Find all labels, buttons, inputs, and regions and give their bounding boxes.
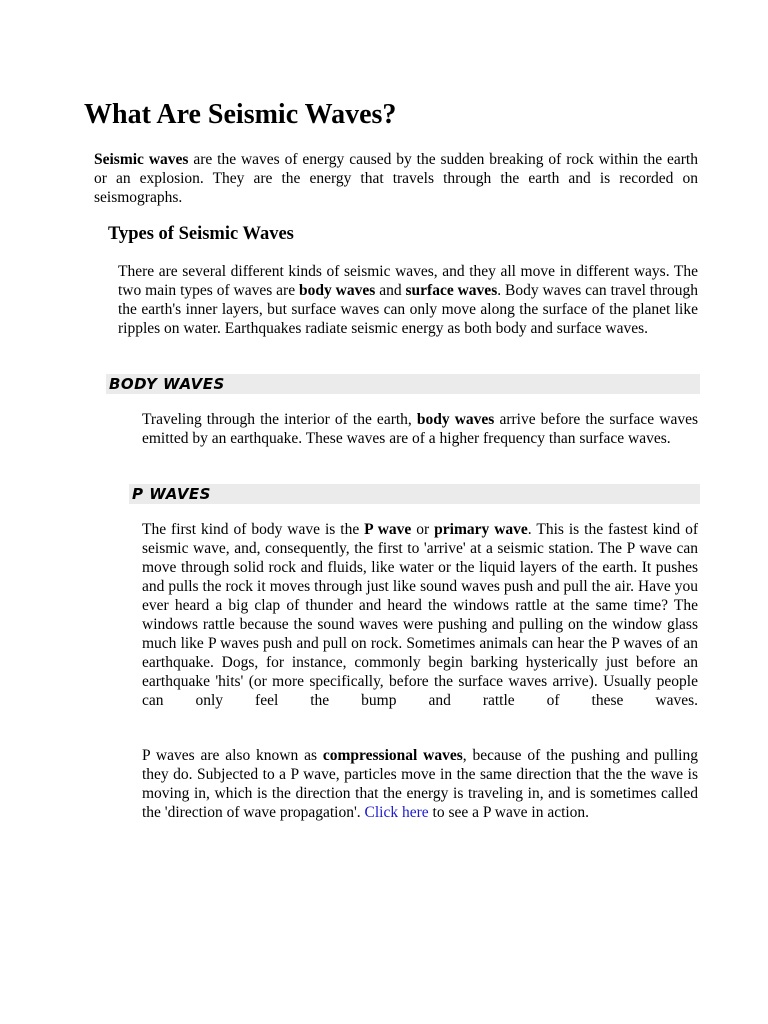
- p-waves-2-bold-compressional: compressional waves: [322, 747, 463, 764]
- types-bold-body-waves: body waves: [299, 282, 376, 299]
- types-text-1: There are several different kinds of seismic waves, and they all move in different ways. The two main types of waves are: [118, 263, 698, 299]
- intro-paragraph: [94, 150, 698, 207]
- types-paragraph: [118, 262, 698, 338]
- p-waves-2-text-3: to see a P wave in action.: [428, 804, 590, 821]
- intro-term: Seismic waves: [94, 151, 189, 168]
- click-here-link[interactable]: Click here: [364, 804, 429, 821]
- types-heading: Types of Seismic Waves: [108, 224, 294, 244]
- body-waves-bold: body waves: [416, 411, 495, 428]
- body-waves-heading: BODY WAVES: [106, 374, 700, 394]
- types-text-2: and: [375, 282, 406, 299]
- body-waves-paragraph: [142, 410, 698, 448]
- p-waves-1-text-3: . This is the fastest kind of seismic wave, and, consequently, the first to 'arrive' at a seismic station. The P wave can move through solid rock and fluids, like water or the liquid layers of the earth. It pushes and pulls the rock it moves through just like sound waves push and pull the air. Have you ever heard a big clap of thunder and heard the windows rattle at the same time? The windows rattle because the sound waves were pushing and pulling on the window glass much like P waves push and pull on rock. Sometimes animals can hear the P waves of an earthquake. Dogs, for instance, commonly begin barking hysterically just before an earthquake 'hits' (or more specifically, before the surface waves arrive). Usually people can only feel the bump and rattle of these waves.: [142, 521, 699, 709]
- p-waves-1-text-1: The first kind of body wave is the: [142, 521, 365, 538]
- body-waves-text-2: arrive before the surface waves emitted by an earthquake. These waves are of a higher frequency than surface waves.: [142, 411, 698, 447]
- p-waves-heading: P WAVES: [129, 484, 700, 504]
- p-waves-paragraph-1: [142, 520, 698, 710]
- types-bold-surface-waves: surface waves: [405, 282, 498, 299]
- body-waves-text-1: Traveling through the interior of the earth,: [142, 411, 417, 428]
- p-waves-1-text-2: or: [411, 521, 435, 538]
- p-waves-2-text-2: , because of the pushing and pulling they do. Subjected to a P wave, particles move in the same direction that the the wave is moving in, which is the direction that the energy is traveling in, and is sometimes called the 'direction of wave propagation'.: [142, 747, 698, 821]
- p-waves-paragraph-2: [142, 746, 698, 822]
- p-waves-1-bold-p-wave: P wave: [364, 521, 412, 538]
- p-waves-2-text-1: P waves are also known as: [142, 747, 323, 764]
- types-text-3: . Body waves can travel through the earth's inner layers, but surface waves can only move along the surface of the planet like ripples on water. Earthquakes radiate seismic energy as both body and surface waves.: [118, 282, 699, 337]
- p-waves-1-bold-primary-wave: primary wave: [434, 521, 528, 538]
- intro-text: are the waves of energy caused by the sudden breaking of rock within the earth or an explosion. They are the energy that travels through the earth and is recorded on seismographs.: [94, 151, 698, 206]
- page-title: What Are Seismic Waves?: [84, 99, 397, 130]
